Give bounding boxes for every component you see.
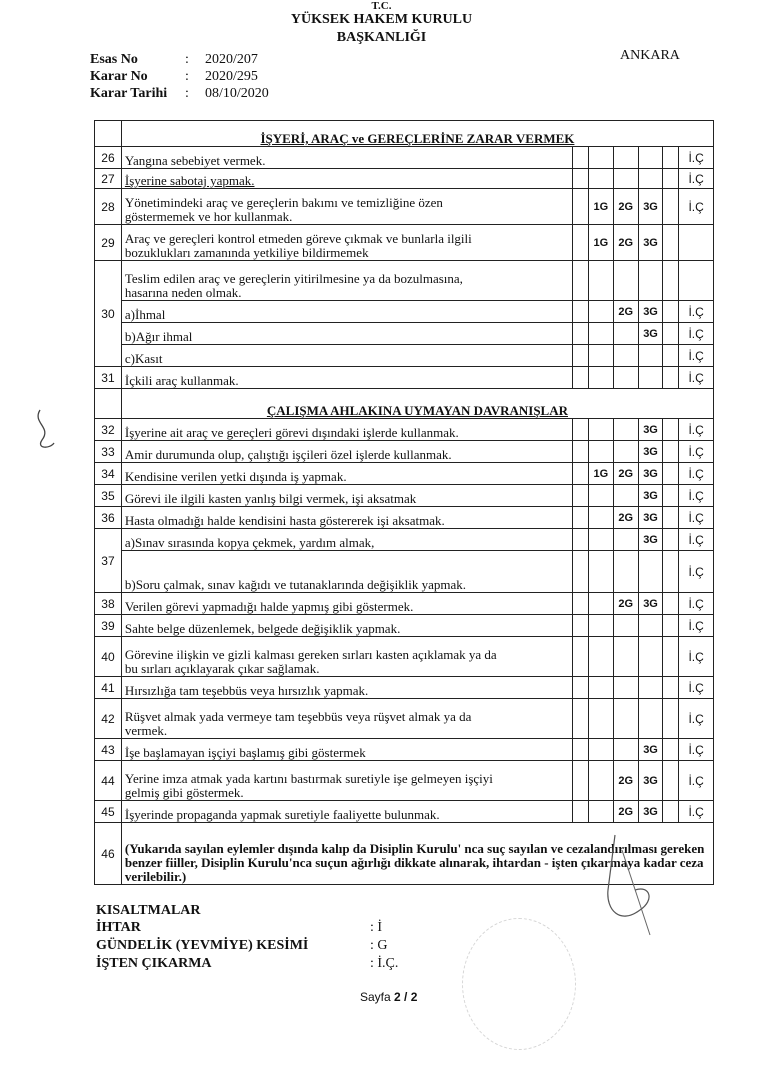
table-subrow <box>95 345 714 367</box>
penalty-ic: İ.Ç <box>679 323 714 345</box>
row-number: 31 <box>95 367 122 389</box>
row-text: Hasta olmadığı halde kendisini hasta göstererek işi aksatmak. <box>121 507 572 529</box>
org-name: YÜKSEK HAKEM KURULU <box>290 12 473 27</box>
row-number: 33 <box>95 441 122 463</box>
penalty-3g: 3G <box>638 463 663 485</box>
penalty-2g: 2G <box>613 593 638 615</box>
penalty-1g: 1G <box>588 225 613 261</box>
penalty-ic: İ.Ç <box>679 345 714 367</box>
row-text-line2: bu sırları açıklayarak çıkar sağlamak. <box>124 661 320 676</box>
penalty-ic: İ.Ç <box>679 699 714 739</box>
table-row <box>95 761 714 801</box>
meta-value-karar: 2020/295 <box>205 69 258 84</box>
table-row <box>95 593 714 615</box>
row-text <box>121 761 572 801</box>
penalty-ic: İ.Ç <box>679 463 714 485</box>
table-subrow <box>95 301 714 323</box>
penalty-3g: 3G <box>638 529 663 551</box>
row-subtext: b)Ağır ihmal <box>121 323 572 345</box>
row-number: 37 <box>95 529 122 593</box>
row-number: 26 <box>95 147 122 169</box>
table-row <box>95 507 714 529</box>
table-row <box>95 419 714 441</box>
row-text-line2: bozuklukları zamanında yetkiliye bildirmemek <box>124 245 369 260</box>
row-text-line1: Teslim edilen araç ve gereçlerin yitirilmesine ya da bozulmasına, <box>124 271 463 286</box>
penalty-3g: 3G <box>638 739 663 761</box>
penalty-ic: İ.Ç <box>679 301 714 323</box>
row-text <box>121 699 572 739</box>
meta-sep: : <box>185 52 189 67</box>
row-subtext: a)İhmal <box>121 301 572 323</box>
table-row <box>95 699 714 739</box>
row-number: 41 <box>95 677 122 699</box>
penalty-ic: İ.Ç <box>679 507 714 529</box>
org-subtitle: BAŞKANLIĞI <box>336 30 427 45</box>
penalty-1g: 1G <box>588 189 613 225</box>
penalty-2g: 2G <box>613 189 638 225</box>
section-header-row <box>95 389 714 419</box>
penalty-3g: 3G <box>638 225 663 261</box>
meta-label-karar: Karar No <box>90 69 148 84</box>
table-row <box>95 801 714 823</box>
row-text <box>121 189 572 225</box>
row-number: 42 <box>95 699 122 739</box>
page-number: 2 / 2 <box>394 990 418 1004</box>
row-text: Sahte belge düzenlemek, belgede değişiklik yapmak. <box>121 615 572 637</box>
row-text-line2: gelmiş gibi göstermek. <box>124 785 244 800</box>
penalty-ic: İ.Ç <box>679 761 714 801</box>
penalty-3g: 3G <box>638 761 663 801</box>
section-header-row <box>95 121 714 147</box>
row-text: Hırsızlığa tam teşebbüs veya hırsızlık yapmak. <box>121 677 572 699</box>
meta-value-esas: 2020/207 <box>205 52 258 67</box>
penalty-3g: 3G <box>638 189 663 225</box>
penalty-3g: 3G <box>638 301 663 323</box>
section2-title: ÇALIŞMA AHLAKINA UYMAYAN DAVRANIŞLAR <box>121 389 713 419</box>
row-note: (Yukarıda sayılan eylemler dışında kalıp da Disiplin Kurulu' nca suç sayılan ve cezalandırılması gereken benzer fiiller, Disiplin Kurulu'nca suçun ağırlığı dikkate alınarak, ihtardan - işten çıkarmaya kadar ceza verilebilir.) <box>121 823 713 885</box>
city: ANKARA <box>620 48 680 63</box>
row-number: 27 <box>95 169 122 189</box>
meta-label-tarih: Karar Tarihi <box>90 86 168 101</box>
row-text-line1: Yönetimindeki araç ve gereçlerin bakımı ve temizliğine özen <box>124 195 443 210</box>
row-text-line1: Görevine ilişkin ve gizli kalması gereken sırları kasten açıklamak ya da <box>124 647 497 662</box>
penalty-ic: İ.Ç <box>679 189 714 225</box>
table-subrow <box>95 551 714 593</box>
row-text: Yangına sebebiyet vermek. <box>121 147 572 169</box>
penalty-2g: 2G <box>613 761 638 801</box>
row-text-line2: vermek. <box>124 723 168 738</box>
row-number: 45 <box>95 801 122 823</box>
row-text <box>121 169 572 189</box>
row-text-line1: Yerine imza atmak yada kartını bastırmak suretiyle işe gelmeyen işçiyi <box>124 771 493 786</box>
penalty-3g: 3G <box>638 801 663 823</box>
table-row <box>95 739 714 761</box>
row-text: İçkili araç kullanmak. <box>121 367 572 389</box>
penalty-2g: 2G <box>613 507 638 529</box>
page-indicator <box>360 990 417 1004</box>
table-row <box>95 147 714 169</box>
penalty-ic: İ.Ç <box>679 529 714 551</box>
abbr-label: İŞTEN ÇIKARMA <box>96 956 212 971</box>
meta-label-esas: Esas No <box>90 52 138 67</box>
row-text: İşyerine ait araç ve gereçleri görevi dışındaki işlerde kullanmak. <box>121 419 572 441</box>
row-number: 46 <box>95 823 122 885</box>
row-number: 43 <box>95 739 122 761</box>
table-row <box>95 189 714 225</box>
row-number: 34 <box>95 463 122 485</box>
row-text <box>121 225 572 261</box>
meta-sep: : <box>185 86 189 101</box>
section1-title: İŞYERİ, ARAÇ ve GEREÇLERİNE ZARAR VERMEK <box>121 121 713 147</box>
penalty-ic: İ.Ç <box>679 677 714 699</box>
row-text-span: İşyerine sabotaj yapmak. <box>124 173 255 188</box>
table-subrow <box>95 323 714 345</box>
row-text-line2: hasarına neden olmak. <box>124 285 242 300</box>
table-row <box>95 169 714 189</box>
table-row <box>95 441 714 463</box>
abbr-value: : İ <box>370 920 383 935</box>
table-row <box>95 261 714 301</box>
abbreviations-title: KISALTMALAR <box>96 903 201 918</box>
penalty-3g: 3G <box>638 593 663 615</box>
abbr-label: İHTAR <box>96 920 141 935</box>
penalty-ic: İ.Ç <box>679 637 714 677</box>
row-number: 30 <box>95 261 122 367</box>
page-prefix: Sayfa <box>360 990 395 1004</box>
table-row <box>95 529 714 551</box>
row-number: 39 <box>95 615 122 637</box>
row-text <box>121 637 572 677</box>
table-row <box>95 225 714 261</box>
penalty-2g: 2G <box>613 225 638 261</box>
abbr-label: GÜNDELİK (YEVMİYE) KESİMİ <box>96 938 309 953</box>
penalty-ic: İ.Ç <box>679 419 714 441</box>
penalty-ic: İ.Ç <box>679 441 714 463</box>
abbr-value: : İ.Ç. <box>370 956 399 971</box>
row-subtext: a)Sınav sırasında kopya çekmek, yardım almak, <box>121 529 572 551</box>
faint-seal <box>462 918 576 1050</box>
discipline-table <box>94 120 714 885</box>
row-subtext: b)Soru çalmak, sınav kağıdı ve tutanaklarında değişiklik yapmak. <box>121 551 572 593</box>
signature-mark <box>560 830 670 940</box>
penalty-ic: İ.Ç <box>679 551 714 593</box>
row-number: 32 <box>95 419 122 441</box>
row-text: İşyerinde propaganda yapmak suretiyle faaliyette bulunmak. <box>121 801 572 823</box>
row-text-line2: göstermemek ve hor kullanmak. <box>124 209 293 224</box>
row-number: 38 <box>95 593 122 615</box>
penalty-ic: İ.Ç <box>679 801 714 823</box>
table-row <box>95 367 714 389</box>
row-number: 29 <box>95 225 122 261</box>
table-row <box>95 677 714 699</box>
penalty-1g: 1G <box>588 463 613 485</box>
penalty-ic: İ.Ç <box>679 593 714 615</box>
table-row <box>95 463 714 485</box>
penalty-2g: 2G <box>613 301 638 323</box>
penalty-ic: İ.Ç <box>679 485 714 507</box>
penalty-2g: 2G <box>613 463 638 485</box>
penalty-3g: 3G <box>638 485 663 507</box>
table-row <box>95 637 714 677</box>
table-row <box>95 485 714 507</box>
penalty-3g: 3G <box>638 323 663 345</box>
penalty-3g: 3G <box>638 441 663 463</box>
row-subtext: c)Kasıt <box>121 345 572 367</box>
row-text-line1: Araç ve gereçleri kontrol etmeden göreve çıkmak ve bunlarla ilgili <box>124 231 472 246</box>
penalty-ic: İ.Ç <box>679 739 714 761</box>
penalty-ic: İ.Ç <box>679 169 714 189</box>
row-number: 28 <box>95 189 122 225</box>
header-fragment: T.C. <box>371 0 392 12</box>
penalty-3g: 3G <box>638 507 663 529</box>
row-text <box>121 261 572 301</box>
penalty-ic: İ.Ç <box>679 615 714 637</box>
row-number: 40 <box>95 637 122 677</box>
row-number: 35 <box>95 485 122 507</box>
penalty-ic: İ.Ç <box>679 147 714 169</box>
row-number: 36 <box>95 507 122 529</box>
penalty-2g: 2G <box>613 801 638 823</box>
row-text-line1: Rüşvet almak yada vermeye tam teşebbüs veya rüşvet almak ya da <box>124 709 472 724</box>
meta-sep: : <box>185 69 189 84</box>
row-text: İşe başlamayan işçiyi başlamış gibi göstermek <box>121 739 572 761</box>
handwritten-mark <box>30 405 60 455</box>
row-text: Amir durumunda olup, çalıştığı işçileri özel işlerde kullanmak. <box>121 441 572 463</box>
table-row <box>95 615 714 637</box>
row-text: Verilen görevi yapmadığı halde yapmış gibi göstermek. <box>121 593 572 615</box>
abbr-value: : G <box>370 938 388 953</box>
row-text: Görevi ile ilgili kasten yanlış bilgi vermek, işi aksatmak <box>121 485 572 507</box>
row-number: 44 <box>95 761 122 801</box>
row-text: Kendisine verilen yetki dışında iş yapmak. <box>121 463 572 485</box>
penalty-ic: İ.Ç <box>679 367 714 389</box>
penalty-3g: 3G <box>638 419 663 441</box>
meta-value-tarih: 08/10/2020 <box>205 86 269 101</box>
